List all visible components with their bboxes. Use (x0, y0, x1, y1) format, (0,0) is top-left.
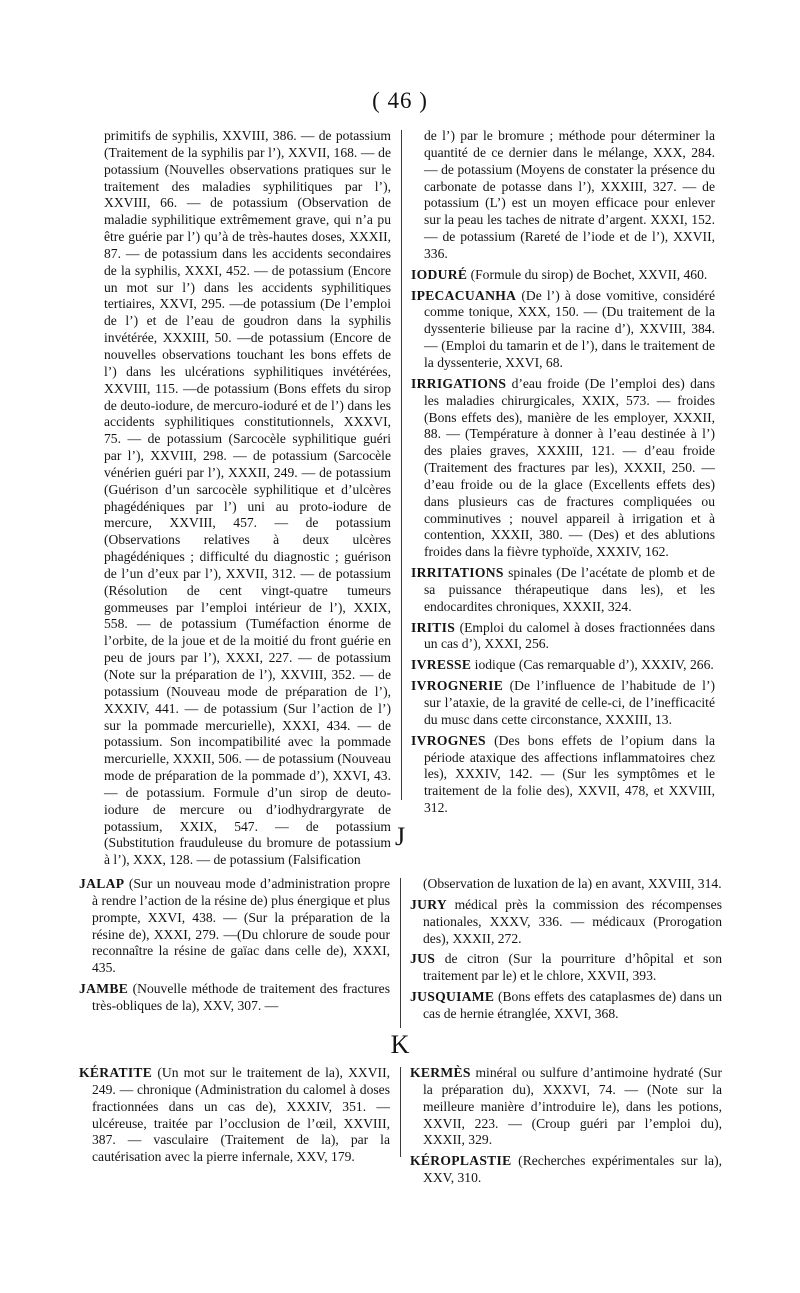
index-entry (411, 288, 715, 372)
entry-text: (Nouvelle méthode de traitement des fractures très-obliques de la), XXV, 307. — (92, 981, 390, 1013)
entry-headword: KÉRATITE (79, 1065, 153, 1080)
entry-headword: JAMBE (79, 981, 129, 997)
entry-text: (Bons effets des cataplasmes de) dans un cas de hernie étranglée, XXVI, 368. (423, 989, 722, 1021)
page-number: ( 46 ) (372, 88, 428, 113)
entry-text: (Formule du sirop) de Bochet, XXVII, 460. (467, 266, 708, 282)
index-entry (79, 1065, 390, 1166)
index-entry (91, 128, 391, 869)
entry-headword: IODURÉ (411, 266, 468, 282)
entry-text: (Un mot sur le traitement de la), XXVII, 249. — chronique (Administration du calomel à doses fractionnées dans un cas de), XXXIV, 351. — ulcéreuse, traitée par l’occlusion de l’œil, XXVIII, 387. — vasculaire (Traitement de la), par la cautérisation avec la pierre infernale, XXV, 179. (92, 1065, 390, 1165)
index-entry (79, 981, 390, 1015)
index-entry (410, 951, 722, 985)
index-column-left-k (79, 1065, 390, 1170)
entry-headword: KÉROPLASTIE (410, 1153, 512, 1169)
entry-text: d’eau froide (De l’emploi des) dans les maladies chirurgicales, XXIX, 573. — froides (Bons effets des), manière de les employer, XXXII, 88. — (Température à donner à l’eau destinée à l’) des plaies graves, XXXIII, 121. — d’eau froide (Traitement des fractures par les), XXXII, 250. —d’eau froide ou de la glace (Excellents effets des) dans plusieurs cas de fractures compliquées ou comminutives ; nouvel appareil à irrigation et à contention, XXXII, 380. — (Des) et des ablutions froides dans la fièvre typhoïde, XXXIV, 162. (424, 375, 715, 560)
index-entry (411, 128, 715, 263)
entry-text: (Des bons effets de l’opium dans la période ataxique des affections inflammatoires chez les), XXXIV, 142. — (Sur les symptômes et le traitement de la folie des), XXVII, 478, et XXVIII, 312. (424, 732, 715, 816)
entry-headword: IVRESSE (411, 657, 472, 673)
entry-text: minéral ou sulfure d’antimoine hydraté (Sur la préparation du), XXXVI, 74. — (Note sur la meilleure manière d’introduire le), dans les potions, XXVII, 223. — (Croup guéri par l’emploi du), XXXII, 329. (423, 1065, 722, 1148)
index-column-right-j (410, 876, 722, 1027)
entry-headword: IRITIS (411, 619, 456, 635)
index-entry (411, 267, 715, 284)
index-column-left-j (79, 876, 390, 1019)
index-entry (411, 376, 715, 561)
entry-headword: KERMÈS (410, 1065, 471, 1080)
index-column-right-i (411, 128, 715, 821)
entry-text: (De l’) à dose vomitive, considéré comme tonique, XXX, 150. — (Du traitement de la dyssenterie bilieuse par la racine d’), XXVIII, 384. — (Emploi du tamarin et de l’), dans le traitement de la dyssenterie, XXVI, 68. (424, 287, 715, 370)
entry-headword: IRRIGATIONS (411, 375, 507, 391)
entry-text: médical près la commission des récompenses nationales, XXXV, 336. — médicaux (Prorogation des), XXXII, 272. (423, 896, 722, 946)
index-entry (410, 876, 722, 893)
entry-text: de l’) par le bromure ; méthode pour déterminer la quantité de ce dernier dans le mélange, XXX, 284. — de potassium (Moyens de constater la présence du carbonate de potasse dans l’), XXXIII, 327. — de potassium (L’) est un moyen efficace pour enlever sur la peau les taches de nitrate d’argent. XXXI, 152. — de potassium (Rareté de l’iode et de l’), XXVII, 336. (424, 128, 715, 261)
index-entry (79, 876, 390, 977)
entry-headword: IRRITATIONS (411, 565, 504, 581)
index-entry (410, 897, 722, 948)
index-entry (411, 657, 715, 674)
index-entry (410, 989, 722, 1023)
index-column-right-k (410, 1065, 722, 1191)
entry-text: spinales (De l’acétate de plomb et de sa puissance thérapeutique dans les), et les endocardites chroniques, XXXII, 324. (424, 565, 715, 614)
entry-text: (Recherches expérimentales sur la), XXV, 310. (423, 1153, 722, 1186)
entry-headword: JURY (410, 896, 447, 912)
entry-headword: IPECACUANHA (411, 287, 517, 303)
column-divider (400, 878, 401, 1028)
index-entry (411, 565, 715, 616)
entry-headword: IVROGNERIE (411, 678, 504, 694)
entry-headword: JUSQUIAME (410, 989, 495, 1005)
index-entry (410, 1153, 722, 1187)
entry-text: primitifs de syphilis, XXVIII, 386. — de potassium (Traitement de la syphilis par l’), XXVII, 168. — de potassium (Nouvelles observations pratiques sur le traitement des maladies syphilitiques par l’), XXVIII, 66. — de potassium (Observation de maladie syphilitique extrêmement grave, qui n’a pu être guérie par l’) qu’à de très-hautes doses, XXXII, 87. — de potassium dans les accidents secondaires de la syphilis, XXXI, 452. — de potassium (Encore un mot sur l’) dans les accidents syphilitiques tertiaires, XXVI, 295. —de potassium (De l’emploi de l’) et de l’eau de goudron dans la syphilis invétérée, XXXIII, 50. —de potassium (Encore de nouvelles observations touchant les bons effets de l’) dans les ulcérations syphilitiques invétérées, XXVIII, 115. —de potassium (Bons effets du sirop de deuto-iodure, de mercuro-ioduré et de l’) dans les accidents syphilitiques constitutionnels, XXXVI, 75. — de potassium (Sarcocèle syphilitique guéri par l’), XXVIII, 298. — de potassium (Sarcocèle vénérien guéri par l’), XXXII, 249. — de potassium (Guérison d’un sarcocèle syphilitique et d’ulcères phagédéniques par l’) uni au proto-iodure de mercure, XXVIII, 457. — de potassium (Observations relatives à deux ulcères phagédéniques ; difficulté du diagnostic ; guérison de l’un d’eux par l’), XXVII, 312. — de potassium (Résolution de cent vingt-quatre tumeurs gommeuses par l’emploi intérieur de l’), XXIX, 558. — de potassium (Tuméfaction énorme de l’orbite, de la joue et de la moitié du front guérie en peu de jours par l’), XXXI, 227. — de potassium (Note sur la préparation de l’), XXVIII, 352. — de potassium (Nouveau mode de préparation de l’), XXXIV, 441. — de potassium (Sur l’action de l’) sur la pommade mercurielle), XXXI, 434. — de potassium. Son incompatibilité avec la pommade mercurielle, XXXII, 506. — de potassium (Nouveau mode de préparation de la pommade d’), XXVI, 43. — de potassium. Formule d’un sirop de deuto-iodure de mercure ou d’iodhydrargyrate de potassium, XXIX, 547. — de potassium (Substitution frauduleuse du bromure de potassium à l’), XXX, 128. — de potassium (Falsification (104, 128, 391, 868)
index-entry (410, 1065, 722, 1149)
entry-text: (Observation de luxation de la) en avant, XXVIII, 314. (423, 876, 722, 891)
entry-text: (De l’influence de l’habitude de l’) sur l’ataxie, de la gravité de celle-ci, de l’inefficacité du musc dans cette circonstance, XXXIII, 13. (424, 678, 715, 727)
entry-text: iodique (Cas remarquable d’), XXXIV, 266. (471, 657, 714, 673)
entry-text: (Sur un nouveau mode d’administration propre à rendre l’action de la résine de) plus énergique et plus prompte, XXVI, 438. — (Sur la préparation de la résine de), XXXI, 279. —(Du chlorure de soude pour reconnaître la résine de gaïac dans celle de), XXXI, 435. (92, 876, 390, 976)
section-letter-j: J (394, 822, 406, 851)
entry-headword: IVROGNES (411, 732, 486, 748)
section-letter-k: K (390, 1030, 410, 1059)
column-divider (400, 1067, 401, 1157)
entry-headword: JALAP (79, 876, 125, 891)
entry-text: de citron (Sur la pourriture d’hôpital et son traitement par le) et le chlore, XXVII, 393. (423, 951, 722, 984)
entry-text: (Emploi du calomel à doses fractionnées dans un cas d’), XXXI, 256. (424, 619, 715, 652)
column-divider (401, 130, 402, 800)
index-entry (411, 733, 715, 817)
index-entry (411, 620, 715, 654)
index-entry (411, 678, 715, 729)
index-column-left-i (91, 128, 391, 873)
entry-headword: JUS (410, 951, 436, 967)
